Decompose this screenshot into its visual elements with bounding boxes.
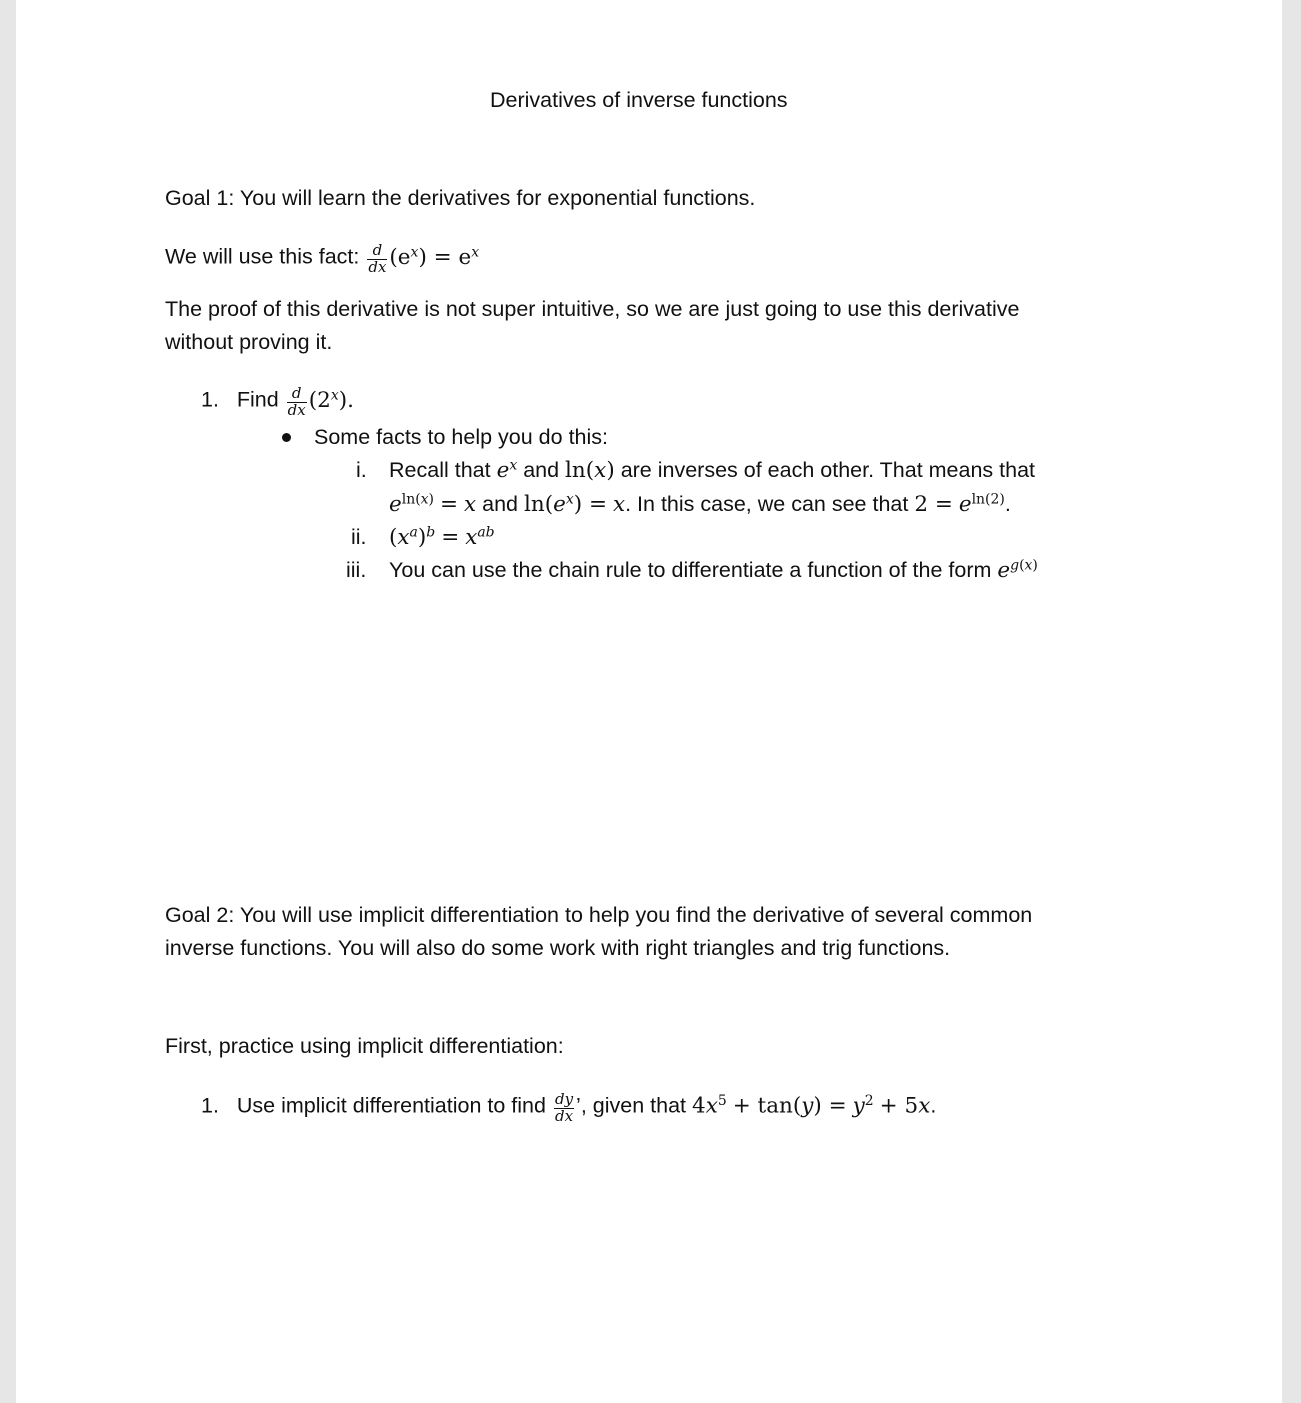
practice-number: 1. xyxy=(201,1093,219,1118)
fact-expression: $(e^x) = e^x$ xyxy=(389,243,480,270)
fact-iii-line: You can use the chain rule to differentiate a function of the form $e^{g(x)}$ xyxy=(389,557,1038,583)
fact-line xyxy=(165,243,479,276)
practice-problem-1: 1. Use implicit differentiation to find $\frac{dy}{dx}$ ’, given that $4x^5 + \tan(y) = y^2 + 5x$. xyxy=(201,1090,937,1125)
goal2-line-2: inverse functions. You will also do some work with right triangles and trig functions. xyxy=(165,936,951,960)
problem-expression: (2$^x$). xyxy=(308,386,354,413)
document-page xyxy=(16,0,1282,1403)
page-title: Derivatives of inverse functions xyxy=(490,88,788,112)
proof-line-1: The proof of this derivative is not super intuitive, so we are just going to use this derivative xyxy=(165,297,1020,321)
problem-1 xyxy=(201,386,354,419)
facts-intro: Some facts to help you do this: xyxy=(314,425,608,449)
derivative-fraction: $\frac{d}{dx}$ xyxy=(368,241,387,276)
fact-i-line-2: $e^{ln(x)} = x$ and $\ln(e^x) = x$. In this case, we can see that $2 = e^{ln(2)}$. xyxy=(389,491,1011,517)
proof-line-2: without proving it. xyxy=(165,330,333,354)
fact-i-line-1: Recall that $e^x$ and ln(x) are inverses of each other. That means that xyxy=(389,457,1036,483)
fact-prefix: We will use this fact: xyxy=(165,244,360,269)
fact-i-number: i. xyxy=(356,458,367,482)
bullet-icon xyxy=(282,433,291,442)
goal1-heading: Goal 1: You will learn the derivatives for exponential functions. xyxy=(165,186,756,210)
goal2-line-1: Goal 2: You will use implicit differentiation to help you find the derivative of several common xyxy=(165,903,1033,927)
fact-ii-number: ii. xyxy=(351,525,367,549)
derivative-fraction: $\frac{d}{dx}$ xyxy=(287,384,306,419)
problem-number: 1. xyxy=(201,387,219,412)
dy-dx-fraction: $\frac{dy}{dx}$ xyxy=(554,1090,574,1125)
practice-heading: First, practice using implicit differentiation: xyxy=(165,1034,564,1058)
fact-ii-line: $(x^a)^b = x^{ab}$ xyxy=(389,524,495,550)
find-text: Find xyxy=(236,387,279,412)
fact-iii-number: iii. xyxy=(346,558,367,582)
